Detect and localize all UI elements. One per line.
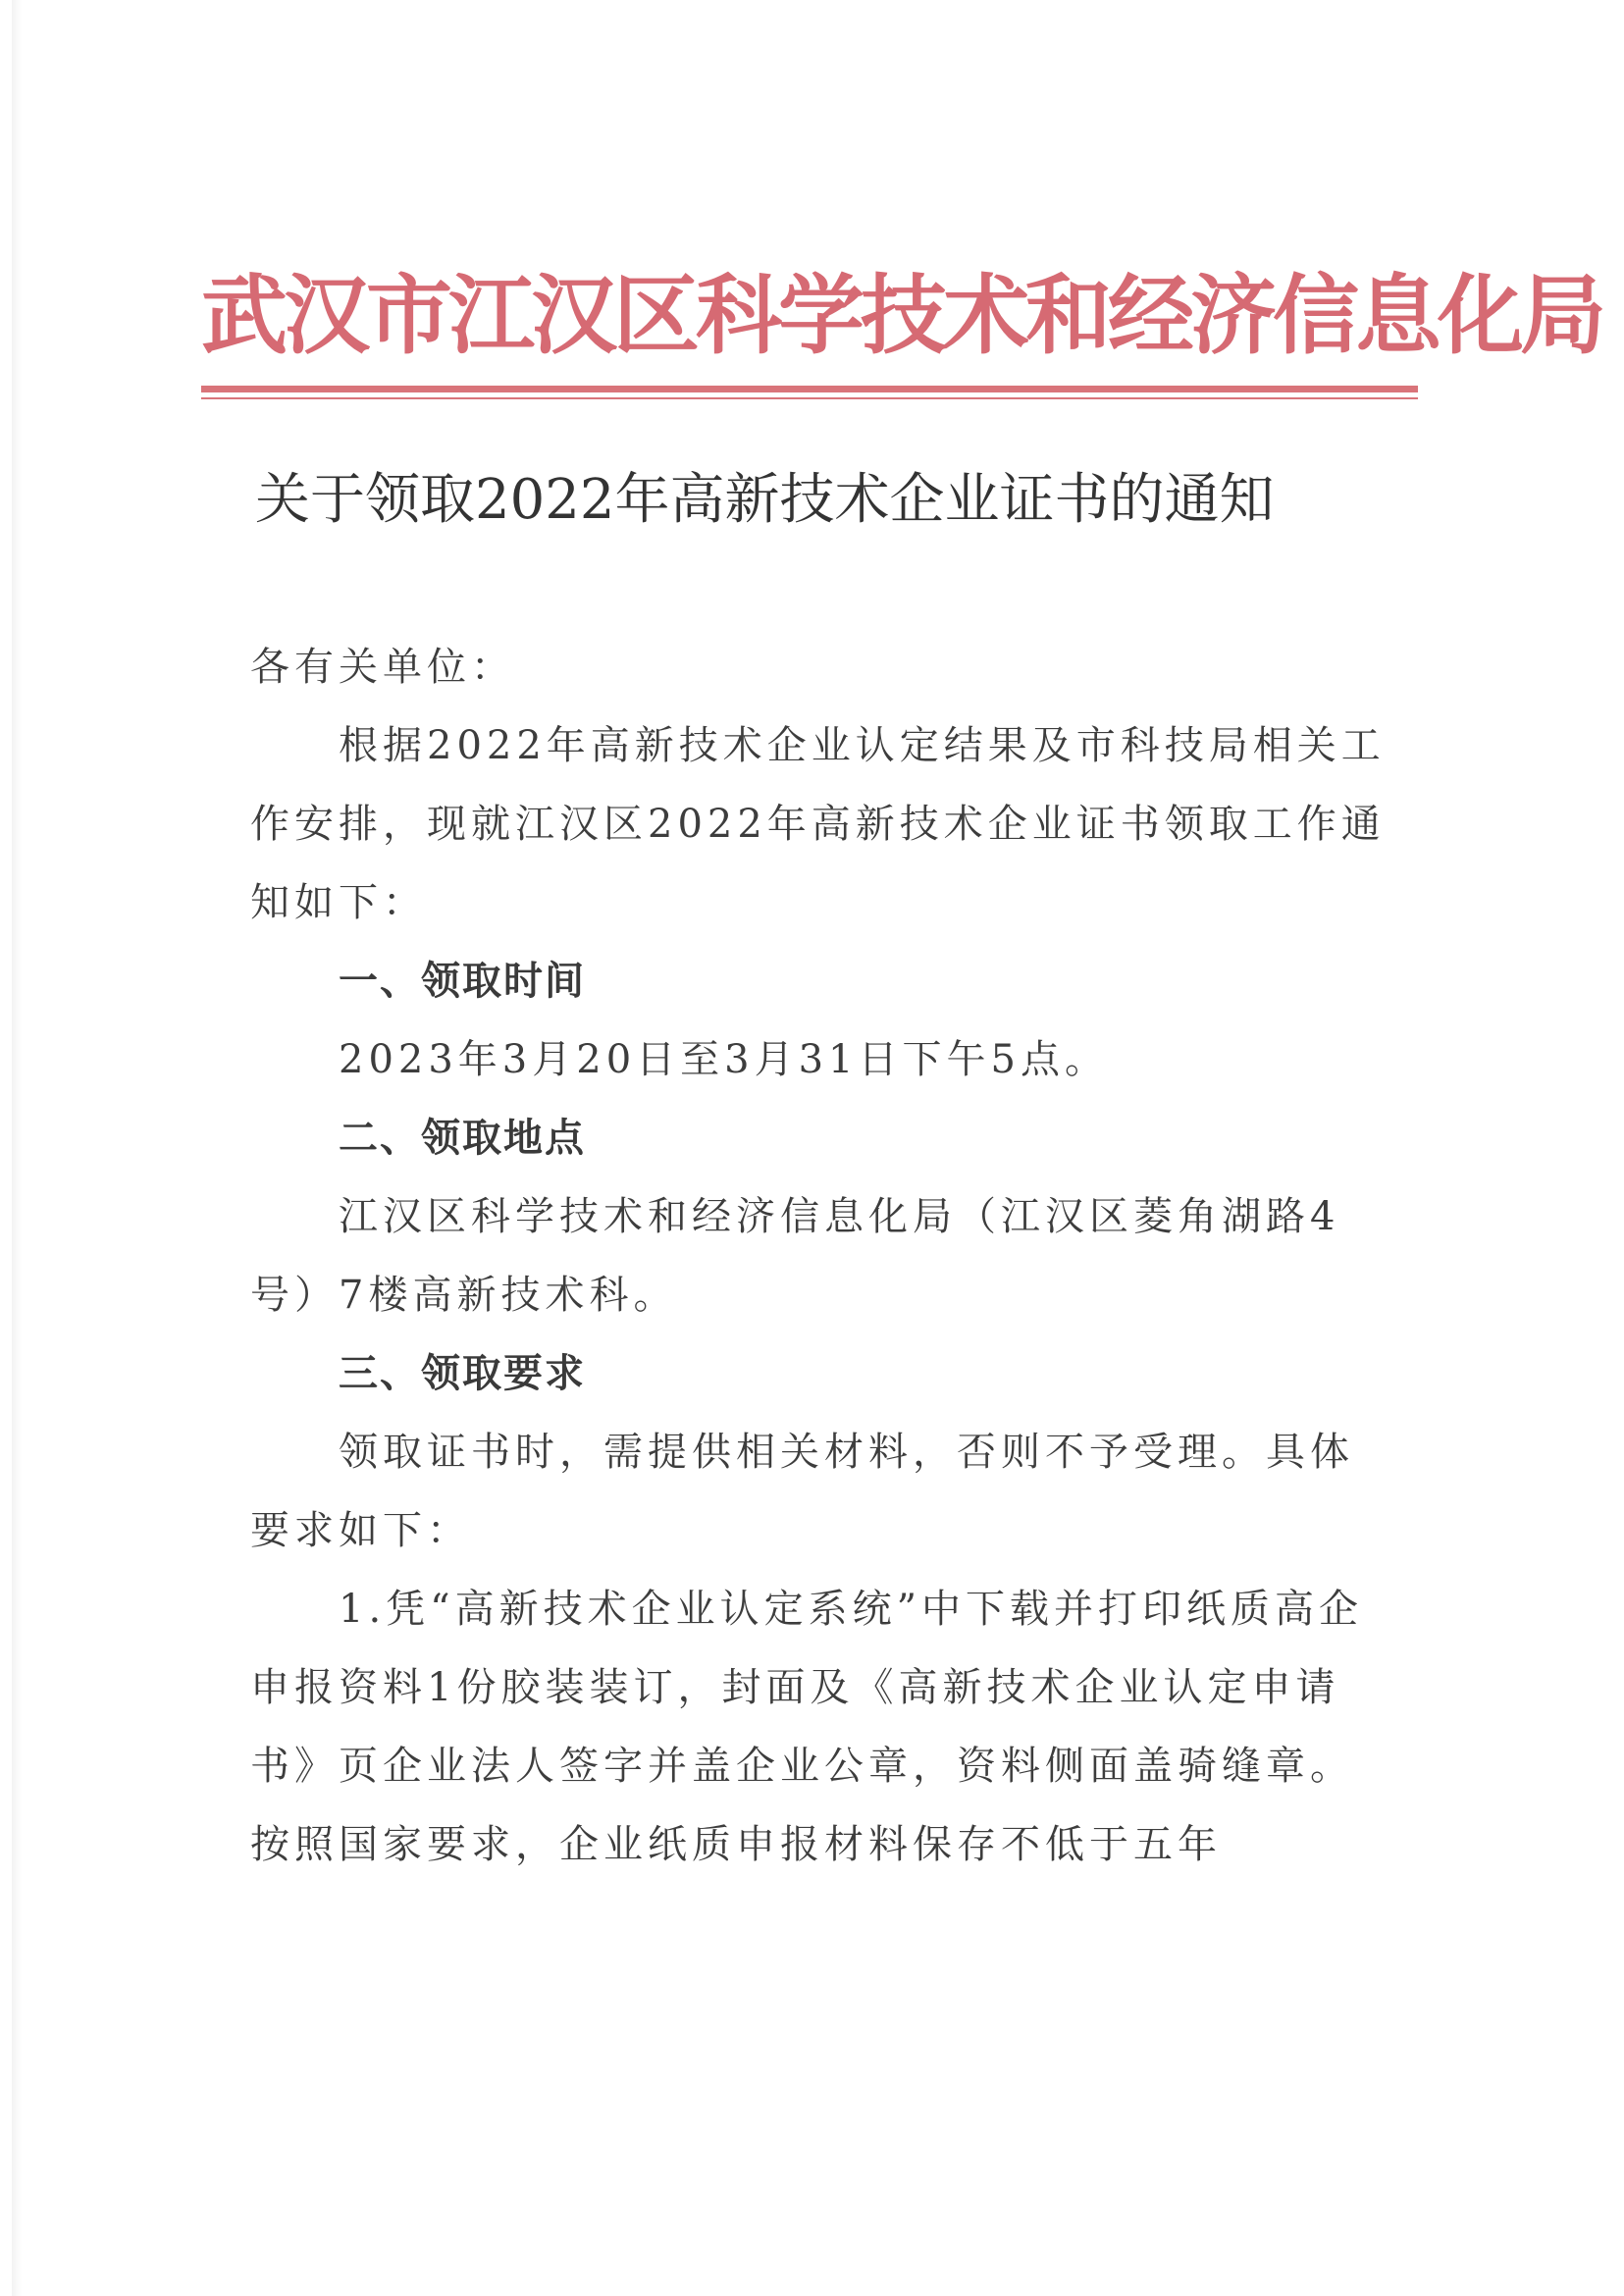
intro-paragraph: 根据2022年高新技术企业认定结果及市科技局相关工作安排，现就江汉区2022年高新技术企业证书领取工作通知如下：: [250, 723, 1386, 925]
letterhead-rule-thick: [201, 386, 1418, 392]
section-location-text: 江汉区科学技术和经济信息化局（江汉区菱角湖路4号）7楼高新技术科。: [250, 1194, 1340, 1318]
section-heading-time: 一、领取时间: [339, 959, 586, 1004]
salutation: 各有关单位：: [250, 645, 515, 690]
section-requirements-text: 领取证书时，需提供相关材料，否则不予受理。具体要求如下：: [250, 1430, 1354, 1553]
scan-edge-shadow: [12, 0, 22, 2296]
section-time-text: 2023年3月20日至3月31日下午5点。: [339, 1037, 1109, 1082]
section-heading-location: 二、领取地点: [339, 1116, 586, 1161]
requirement-item-1: 1.凭“高新技术企业认定系统”中下载并打印纸质高企申报资料1份胶装装订，封面及《高新技术企业认定申请书》页企业法人签字并盖企业公章，资料侧面盖骑缝章。按照国家要求，企业纸质申报材料保存不低于五年: [250, 1587, 1364, 1867]
section-heading-requirements: 三、领取要求: [339, 1351, 586, 1396]
letterhead-rule-thin: [201, 397, 1418, 399]
letterhead-org-name: 武汉市江汉区科学技术和经济信息化局: [201, 265, 1603, 366]
notice-title: 关于领取2022年高新技术企业证书的通知: [255, 468, 1275, 532]
